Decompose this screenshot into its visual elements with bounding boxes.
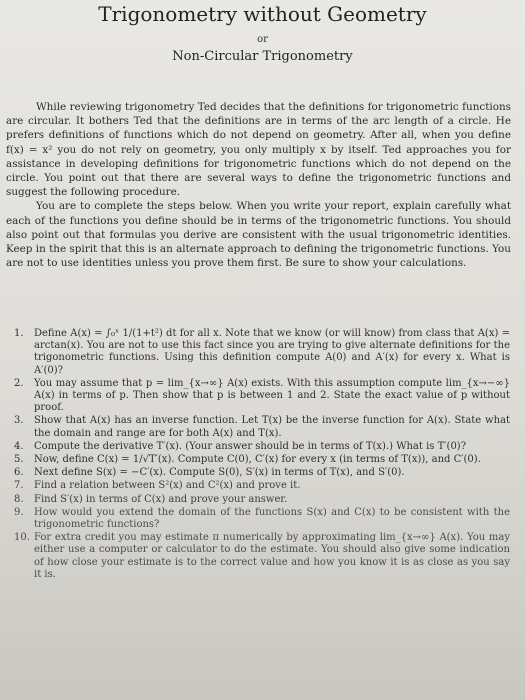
intro-paragraph-1: While reviewing trigonometry Ted decides that the definitions for trigonometric functions are circular. It bothers Ted that the definitions are in terms of the arc length of a circle. He prefers definitions of functions which do not depend on geometry. After all, when you define f(x) = x² you do not rely on geometry, you only multiply x by itself. Ted approaches you for assistance in developing definitions for trigonometric functions which do not depend on the circle. You point out that there are several ways to define the trigonometric functions and suggest the following procedure. bbox=[6, 101, 511, 199]
list-item bbox=[14, 378, 510, 415]
steps-list bbox=[14, 328, 510, 582]
list-item bbox=[14, 441, 510, 453]
step-text: Now, define C(x) = 1/√T′(x). Compute C(0), C′(x) for every x (in terms of T(x)), and C′(0). bbox=[34, 454, 481, 466]
list-item bbox=[14, 507, 510, 531]
intro-paragraph-2: You are to complete the steps below. When you write your report, explain carefully what each of the functions you define should be in terms of the trigonometric functions. You should also point out that formulas you derive are consistent with the usual trigonometric identities. Keep in the spirit that this is an alternate approach to defining the trigonometric functions. You are not to use identities unless you prove them first. Be sure to show your calculations. bbox=[6, 200, 511, 270]
list-item bbox=[14, 467, 510, 479]
step-number: 8. bbox=[14, 493, 24, 505]
step-number: 6. bbox=[14, 467, 24, 479]
step-number: 9. bbox=[14, 506, 24, 518]
step-number: 3. bbox=[14, 415, 24, 427]
step-text: Find S′(x) in terms of C(x) and prove your answer. bbox=[34, 493, 288, 505]
step-number: 4. bbox=[14, 440, 24, 452]
step-text: How would you extend the domain of the functions S(x) and C(x) to be consistent with the trigonometric functions? bbox=[34, 506, 510, 531]
step-text: Define A(x) = ∫₀ˣ 1/(1+t²) dt for all x. Note that we know (or will know) from class that A(x) = arctan(x). You are not to use this fact since you are trying to give alternate definitions for the trigonometric functions. Using this definition compute A(0) and A′(x) for every x. What is A′(0)? bbox=[34, 328, 510, 376]
step-text: For extra credit you may estimate π numerically by approximating lim_{x→∞} A(x). You may either use a computer or calculator to do the estimate. You should also give some indication of how close your estimate is to the correct value and how you know it is as close as you say it is. bbox=[34, 532, 510, 580]
step-number: 7. bbox=[14, 480, 24, 492]
page-title: Trigonometry without Geometry bbox=[98, 2, 427, 26]
intro-section bbox=[6, 100, 511, 270]
or-label: or bbox=[257, 34, 268, 45]
list-item bbox=[14, 494, 510, 506]
list-item bbox=[14, 454, 510, 466]
step-number: 5. bbox=[14, 454, 24, 466]
step-text: Next define S(x) = −C′(x). Compute S(0), S′(x) in terms of T(x), and S′(0). bbox=[34, 467, 405, 479]
step-text: Compute the derivative T′(x). (Your answer should be in terms of T(x).) What is T′(0)? bbox=[34, 440, 467, 452]
page-subtitle: Non-Circular Trigonometry bbox=[172, 49, 353, 64]
step-text: Find a relation between S²(x) and C²(x) and prove it. bbox=[34, 480, 301, 492]
list-item bbox=[14, 415, 510, 439]
list-item bbox=[14, 532, 510, 581]
list-item bbox=[14, 328, 510, 377]
step-number: 10. bbox=[14, 532, 30, 544]
list-item bbox=[14, 480, 510, 492]
step-text: Show that A(x) has an inverse function. Let T(x) be the inverse function for A(x). State what the domain and range are for both A(x) and T(x). bbox=[34, 415, 510, 439]
step-number: 1. bbox=[14, 328, 24, 339]
step-text: You may assume that p = lim_{x→∞} A(x) exists. With this assumption compute lim_{x→−∞} A(x) in terms of p. Then show that p is between 1 and 2. State the exact value of p without proof. bbox=[34, 377, 510, 414]
step-number: 2. bbox=[14, 377, 24, 389]
